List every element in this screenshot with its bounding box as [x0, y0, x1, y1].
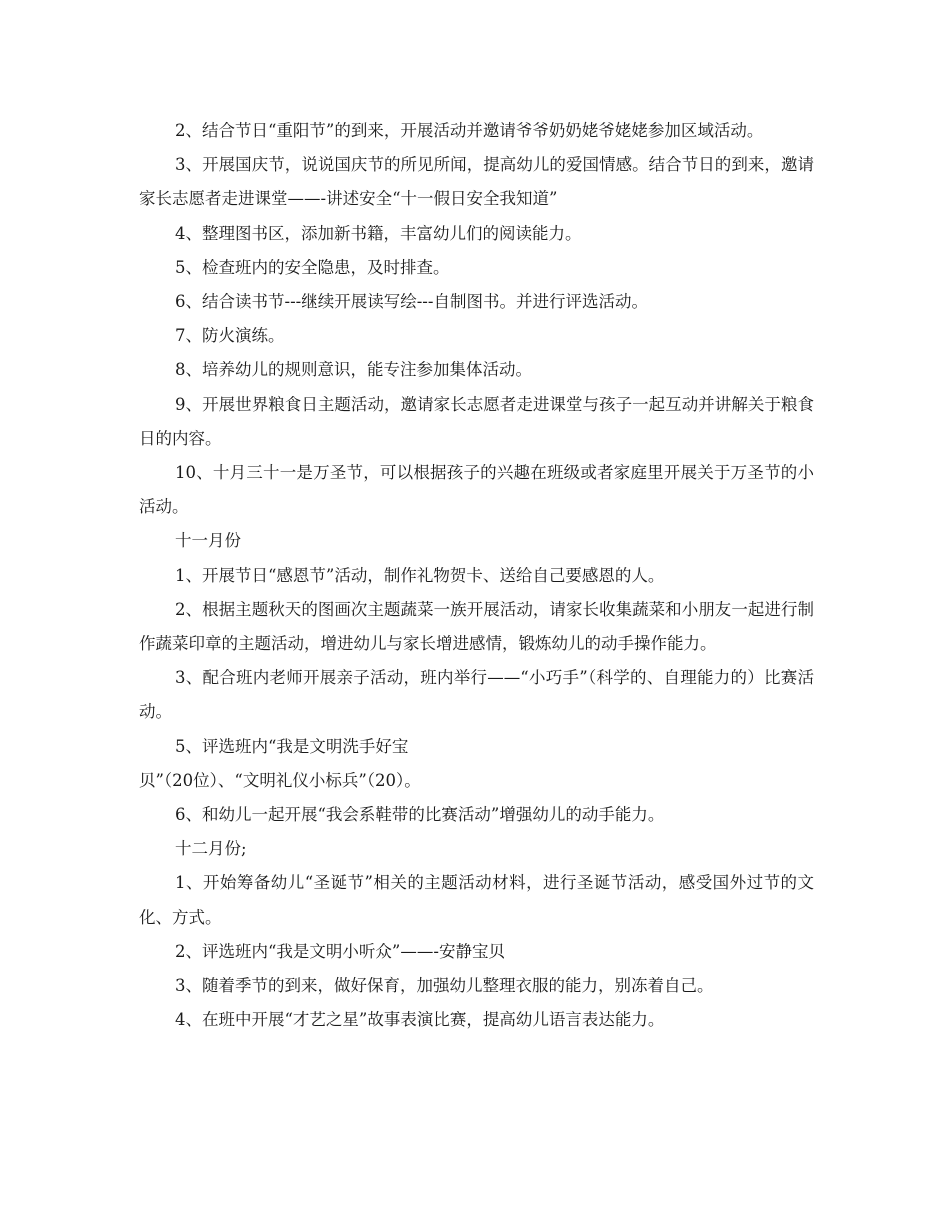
paragraph-9: 10、十月三十一是万圣节，可以根据孩子的兴趣在班级或者家庭里开展关于万圣节的小活动。 [139, 463, 814, 517]
paragraph-21: 4、在班中开展“才艺之星”故事表演比赛，提高幼儿语言表达能力。 [175, 1010, 665, 1030]
paragraph-3: 4、整理图书区，添加新书籍，丰富幼儿们的阅读能力。 [175, 223, 582, 243]
paragraph-6: 7、防火演练。 [175, 326, 285, 346]
paragraph-14: 5、评选班内“我是文明洗手好宝 [175, 736, 409, 756]
paragraph-18: 1、开始筹备幼儿“圣诞节”相关的主题活动材料，进行圣诞节活动，感受国外过节的文化、方式。 [139, 873, 814, 927]
section-heading-december: 十二月份; [175, 839, 247, 859]
paragraph-19: 2、评选班内“我是文明小听众”——-安静宝贝 [175, 941, 505, 961]
paragraph-15: 贝”（20位）、“文明礼仪小标兵”（20）。 [139, 770, 421, 790]
section-heading-november: 十一月份 [175, 531, 241, 551]
paragraph-1: 2、结合节日“重阳节”的到来，开展活动并邀请爷爷奶奶姥爷姥姥参加区域活动。 [175, 121, 764, 140]
paragraph-20: 3、随着季节的到来，做好保育，加强幼儿整理衣服的能力，别冻着自己。 [175, 976, 714, 996]
paragraph-13: 3、配合班内老师开展亲子活动，班内举行——“小巧手”（科学的、自理能力的）比赛活动。 [139, 668, 814, 722]
document-body [139, 114, 814, 1037]
paragraph-2: 3、开展国庆节，说说国庆节的所见所闻，提高幼儿的爱国情感。结合节日的到来，邀请家长志愿者走进课堂——-讲述安全“十一假日安全我知道” [139, 155, 814, 209]
paragraph-12: 2、根据主题秋天的图画次主题蔬菜一族开展活动，请家长收集蔬菜和小朋友一起进行制作蔬菜印章的主题活动，增进幼儿与家长增进感情，锻炼幼儿的动手操作能力。 [139, 599, 814, 654]
paragraph-7: 8、培养幼儿的规则意识，能专注参加集体活动。 [175, 360, 532, 380]
paragraph-5: 6、结合读书节---继续开展读写绘---自制图书。并进行评选活动。 [175, 292, 648, 312]
paragraph-11: 1、开展节日“感恩节”活动，制作礼物贺卡、送给自己要感恩的人。 [175, 565, 665, 585]
paragraph-16: 6、和幼儿一起开展“我会系鞋带的比赛活动”增强幼儿的动手能力。 [175, 805, 665, 825]
paragraph-4: 5、检查班内的安全隐患，及时排查。 [175, 257, 450, 277]
paragraph-8: 9、开展世界粮食日主题活动，邀请家长志愿者走进课堂与孩子一起互动并讲解关于粮食日的内容。 [139, 394, 814, 448]
